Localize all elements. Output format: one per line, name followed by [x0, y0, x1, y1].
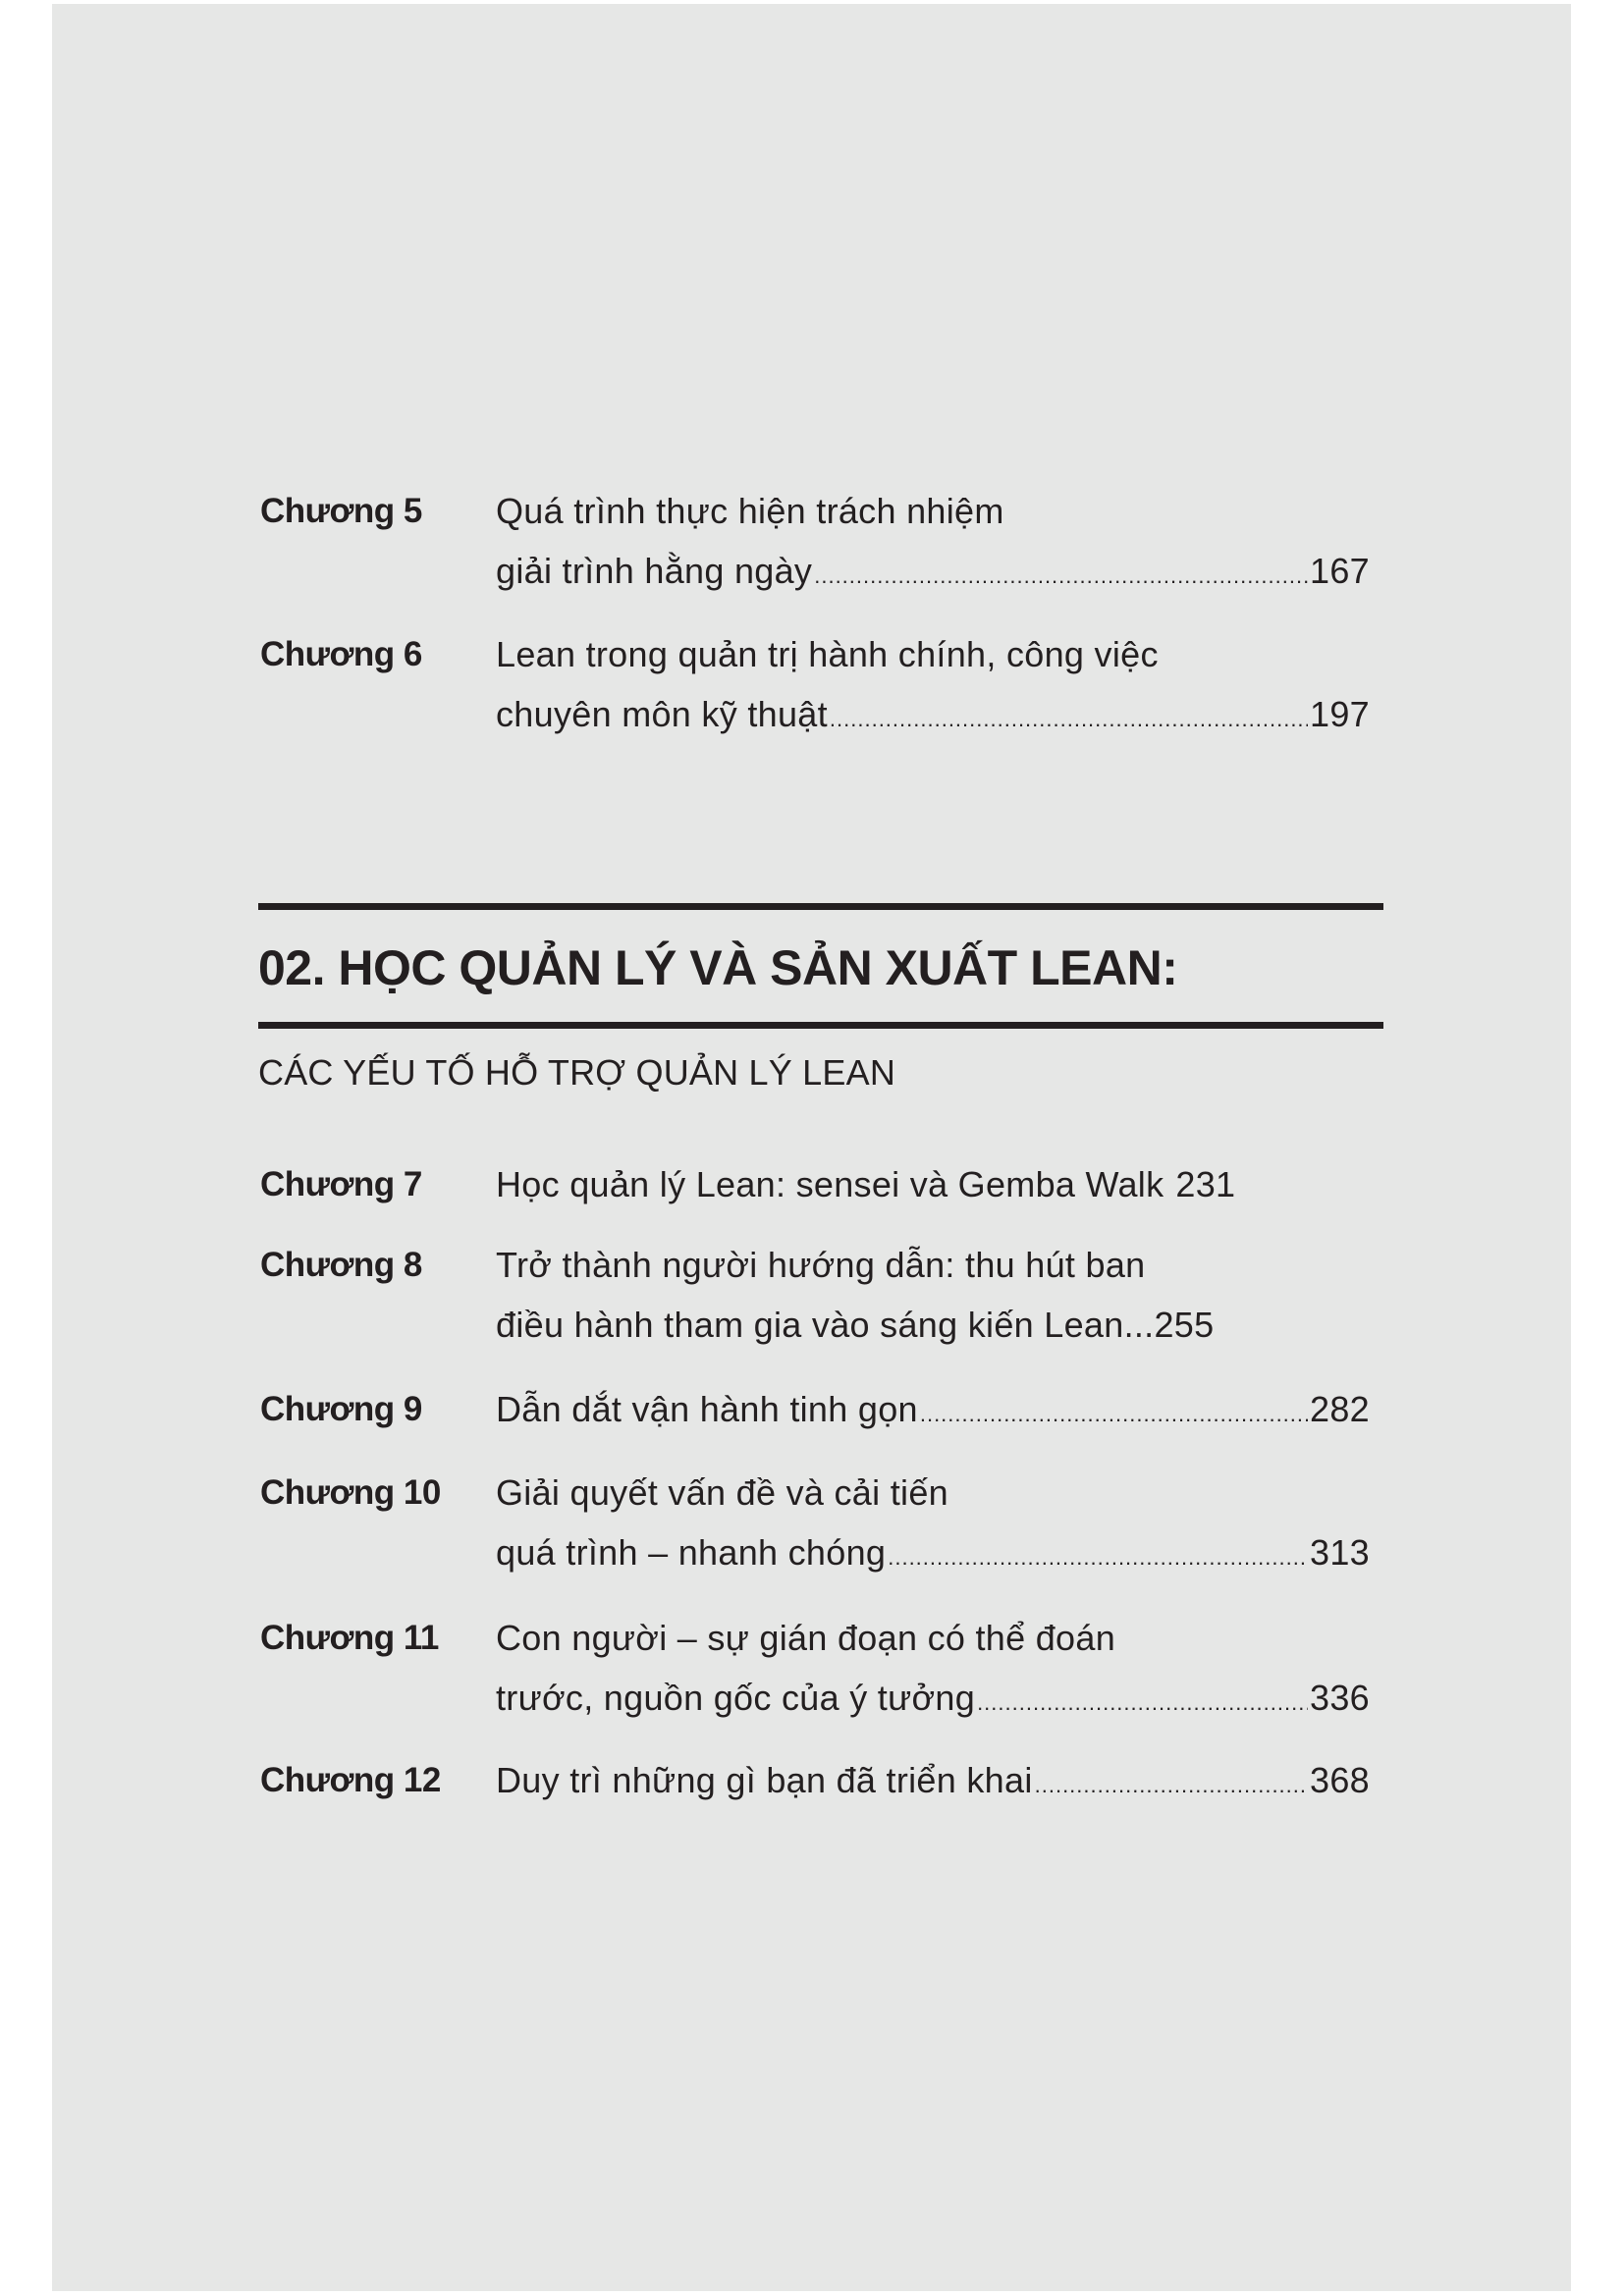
page-number: 197 — [1310, 694, 1370, 734]
chapter-label: Chương 11 — [260, 1619, 439, 1657]
section-title: 02. HỌC QUẢN LÝ VÀ SẢN XUẤT LEAN: — [258, 940, 1178, 995]
chapter-title-line: chuyên môn kỹ thuật — [496, 694, 828, 734]
leader-dots — [977, 1673, 1308, 1733]
leader-dots — [920, 1384, 1308, 1444]
chapter-title-line: Duy trì những gì bạn đã triển khai — [496, 1760, 1033, 1800]
chapter-title-line: Con người – sự gián đoạn có thể đoán — [496, 1618, 1116, 1658]
chapter-title-line: Dẫn dắt vận hành tinh gọn — [496, 1389, 918, 1429]
leader-dots — [1035, 1755, 1308, 1815]
page-number: 368 — [1310, 1760, 1370, 1800]
leader-dots — [814, 546, 1308, 606]
book-page — [52, 4, 1571, 2291]
section-subtitle: CÁC YẾU TỐ HỖ TRỢ QUẢN LÝ LEAN — [258, 1052, 896, 1093]
page-number: 313 — [1310, 1532, 1370, 1573]
leader-dots — [888, 1527, 1308, 1587]
chapter-title-line: Quá trình thực hiện trách nhiệm — [496, 491, 1004, 531]
chapter-label: Chương 10 — [260, 1473, 441, 1512]
page-number: 282 — [1310, 1389, 1370, 1429]
page-number: 167 — [1310, 551, 1370, 591]
chapter-title-line: giải trình hằng ngày — [496, 551, 813, 591]
page-number: 336 — [1310, 1678, 1370, 1718]
leader-dots — [830, 689, 1308, 749]
chapter-title-line: Lean trong quản trị hành chính, công việc — [496, 634, 1159, 674]
chapter-title-line: Giải quyết vấn đề và cải tiến — [496, 1472, 948, 1513]
page-number: 255 — [1154, 1305, 1215, 1345]
page-number: 231 — [1175, 1164, 1236, 1204]
section-rule-top — [258, 903, 1383, 910]
chapter-label: Chương 12 — [260, 1761, 441, 1799]
section-rule-bottom — [258, 1022, 1383, 1029]
chapter-label: Chương 7 — [260, 1165, 422, 1203]
chapter-title-line: trước, nguồn gốc của ý tưởng — [496, 1678, 976, 1718]
chapter-title-line: Học quản lý Lean: sensei và Gemba Walk — [496, 1164, 1164, 1204]
chapter-title-line: quá trình – nhanh chóng — [496, 1532, 887, 1573]
chapter-title-line: điều hành tham gia vào sáng kiến Lean... — [496, 1305, 1155, 1345]
chapter-title-line: Trở thành người hướng dẫn: thu hút ban — [496, 1245, 1146, 1285]
chapter-label: Chương 8 — [260, 1246, 422, 1284]
chapter-label: Chương 5 — [260, 492, 422, 530]
chapter-label: Chương 6 — [260, 635, 422, 673]
chapter-label: Chương 9 — [260, 1390, 422, 1428]
